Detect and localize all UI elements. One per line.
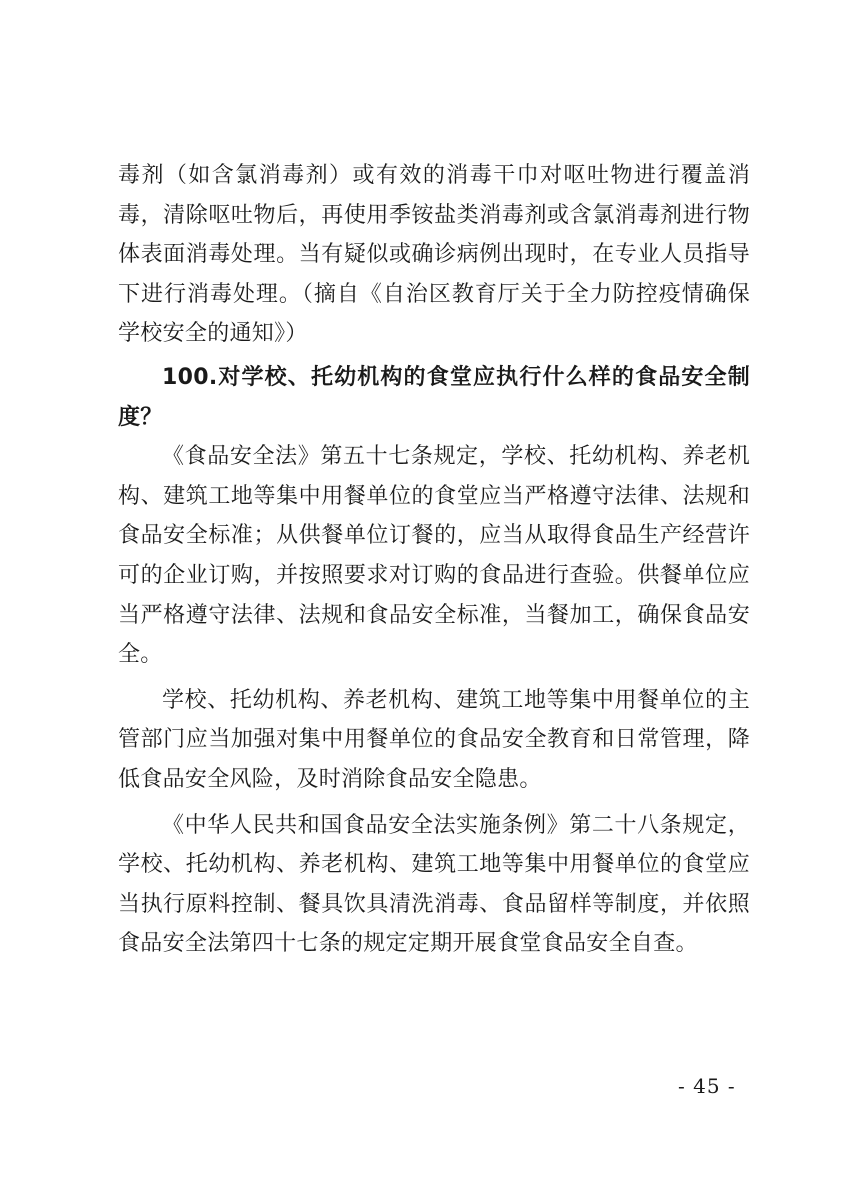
document-body [118, 156, 750, 964]
answer-paragraph-2: 学校、托幼机构、养老机构、建筑工地等集中用餐单位的主管部门应当加强对集中用餐单位的食品安全教育和日常管理，降低食品安全风险，及时消除食品安全隐患。 [118, 687, 750, 792]
page-number: - 45 - [678, 1074, 736, 1098]
question-heading: 100.对学校、托幼机构的食堂应执行什么样的食品安全制度？ [118, 364, 750, 430]
continued-paragraph: 毒剂（如含氯消毒剂）或有效的消毒干巾对呕吐物进行覆盖消毒，清除呕吐物后，再使用季铵盐类消毒剂或含氯消毒剂进行物体表面消毒处理。当有疑似或确诊病例出现时，在专业人员指导下进行消毒处理。（摘自《自治区教育厅关于全力防控疫情确保学校安全的通知》） [118, 163, 750, 347]
answer-paragraph-1: 《食品安全法》第五十七条规定，学校、托幼机构、养老机构、建筑工地等集中用餐单位的食堂应当严格遵守法律、法规和食品安全标准；从供餐单位订餐的，应当从取得食品生产经营许可的企业订购，并按照要求对订购的食品进行查验。供餐单位应当严格遵守法律、法规和食品安全标准，当餐加工，确保食品安全。 [118, 444, 750, 668]
answer-paragraph-3: 《中华人民共和国食品安全法实施条例》第二十八条规定，学校、托幼机构、养老机构、建筑工地等集中用餐单位的食堂应当执行原料控制、餐具饮具清洗消毒、食品留样等制度，并依照食品安全法第四十七条的规定定期开展食堂食品安全自查。 [118, 812, 750, 957]
